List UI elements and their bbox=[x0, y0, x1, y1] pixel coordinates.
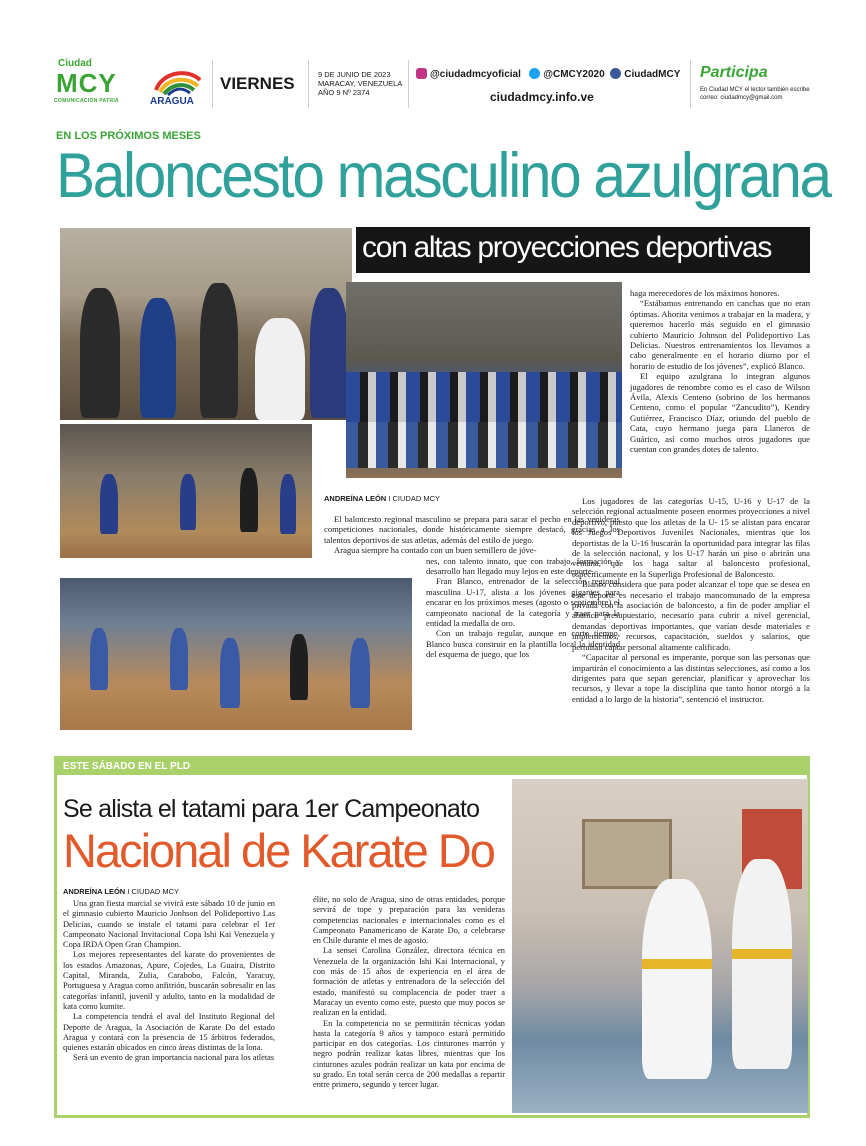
instagram-handle[interactable]: @ciudadmcyoficial bbox=[430, 69, 521, 80]
story1-column-2 bbox=[630, 288, 810, 455]
story2-title-line1: Se alista el tatami para 1er Campeonato bbox=[63, 795, 480, 823]
social-handles bbox=[416, 68, 680, 80]
story1-column-3 bbox=[572, 496, 810, 704]
paragraph: Los jugadores de las categorías U-15, U-16 y U-17 de la selección regional actualmente poseen enormes proyecciones a nivel deportivo, puesto que los atletas de la U- 15 se alistan para encarar los Juegos Deportivos Juveniles Nacionales, mientras que los deportistas de la U-16 buscarán la oportunidad para integrar las filas de la selección nacional, y los U-17 harán un piso o abrirán una ventana, que los haga saltar al baloncesto profesional, específicamente en la Superliga Profesional de Baloncesto. bbox=[572, 496, 810, 579]
paragraph: haga merecedores de los máximos honores. bbox=[630, 288, 780, 298]
issue-line: AÑO 9 Nº 2374 bbox=[318, 88, 370, 97]
story2-kicker-band bbox=[57, 759, 807, 775]
paragraph: Una gran fiesta marcial se vivirá este sábado 10 de junio en el gimnasio cubierto Mauricio Jonhson del Polideportivo Las Delicias, cuando se instale el tatami para celebrar el 1er Campeonato Nacional Invitacional Copa Ishi Kai Venezuela y Copa IRDA Open Gran Champion. bbox=[63, 899, 275, 950]
participa-heading: Participa bbox=[700, 64, 768, 81]
logo-main-text: MCY bbox=[56, 68, 117, 98]
paragraph: nes, con talento innato, que con trabajo, formación y desarrollo han llegado muy lejos en este deporte. bbox=[426, 555, 620, 577]
instagram-icon bbox=[416, 68, 427, 79]
byline-outlet: I CIUDAD MCY bbox=[127, 887, 179, 896]
story1-byline bbox=[324, 494, 440, 503]
aragua-emblem-icon bbox=[148, 66, 208, 96]
ciudad-mcy-logo[interactable] bbox=[52, 56, 130, 110]
story2-column-1 bbox=[63, 899, 275, 1064]
paragraph: Con un trabajo regular, aunque en corto tiempo, Blanco busca construir en la plantilla local la identidad del esquema de juego, que los bbox=[426, 628, 620, 660]
byline-author: ANDREÍNA LEÓN bbox=[63, 887, 126, 896]
paragraph: Los mejores representantes del karate do provenientes de los estados Amazonas, Apure, Cojedes, La Guaira, Distrito Capital, Miranda, Zulia, Carabobo, Falcón, Yaracuy, Portuguesa y Aragua como anfitrión, buscarán sobresalir en las categorías infantil, juvenil y adulto, tanto en la modalidad de kata como kumite. bbox=[63, 950, 275, 1011]
twitter-icon bbox=[529, 68, 540, 79]
twitter-handle[interactable]: @CMCY2020 bbox=[543, 69, 605, 80]
paragraph: élite, no solo de Aragua, sino de otras entidades, porque servirá de tope y preparación para las venideras competencias nacionales e internacionales como es el Campeonato Panamericano de Karate Do, a celebrarse en Chile durante el mes de agosto. bbox=[313, 895, 505, 946]
team-huddle-photo bbox=[60, 228, 352, 420]
header-divider bbox=[212, 60, 213, 108]
karate-kids-photo bbox=[512, 779, 808, 1113]
story2-byline bbox=[63, 887, 179, 896]
edition-date bbox=[318, 70, 402, 97]
story2-box bbox=[54, 756, 810, 1118]
paragraph: “Estábamos entrenando en canchas que no eran óptimas. Ahorita venimos a trabajar en la madera, y queremos hacerlo más seguido en el gimnasio cubierto Mauricio Johnson del Polideportivo Las Delicias. Nuestros entrenamientos los llevamos a cabo generalmente en el horario diurno por el horario de estudio de los jóvenes”, explicó Blanco. bbox=[630, 298, 810, 371]
masthead bbox=[52, 56, 812, 110]
logo-sub-text: COMUNICACIÓN PATRIA bbox=[54, 98, 119, 104]
story2-kicker: ESTE SÁBADO EN EL PLD bbox=[63, 761, 191, 772]
aragua-logo-text: ARAGUA bbox=[150, 96, 194, 107]
story2-column-2 bbox=[313, 895, 505, 1091]
story1-subhead: con altas proyecciones deportivas bbox=[356, 227, 810, 273]
byline-author: ANDREÍNA LEÓN bbox=[324, 494, 387, 503]
paragraph: Fran Blanco, entrenador de la selección regional masculina U-17, alista a los jóvenes gigantes para encarar en los próximos meses (agosto o septiembre) el campeonato nacional de la categoría y traer para la entidad la medalla de oro. bbox=[426, 576, 620, 629]
paragraph: El equipo azulgrana lo integran algunos jugadores de renombre como es el caso de Wilson Ávila, Alexis Centeno (sobrino de los hermanos Centeno, como el popular “Zancudito”), Kendry Gutiérrez, Francisco Díaz, oriundo del pueblo de Cata, cuyo hermano juega para Llaneros de Guárico, así como muchos otros jugadores que cuentan con grandes dotes de talento. bbox=[630, 371, 810, 455]
header-divider bbox=[408, 60, 409, 108]
paragraph: Será un evento de gran importancia nacional para los atletas bbox=[73, 1053, 275, 1063]
weekday: VIERNES bbox=[220, 74, 295, 93]
paragraph: “Capacitar al personal es imperante, porque son las personas que impartirán el conocimiento a las distintas selecciones, así como a los dirigentes para que sepan gerenciar, planificar y aprovechar los recursos, y llevar a tope la disciplina que tanto honor otorgó a la entidad a lo largo de la historia”, sentenció el instructor. bbox=[572, 652, 810, 704]
paragraph: En la competencia no se permitirán técnicas yodan hasta la categoría 9 años y tampoco estará permitido participar en dos categorías. Los cinturones marrón y negro podrán realizar katas libres, mientras que los cinturones azules podrán realizar un kata por encima de su grado. En total serán cerca de 200 medallas a repartir entre primero, segundo y tercer lugar. bbox=[313, 1018, 505, 1090]
story1-headline: Baloncesto masculino azulgrana bbox=[56, 141, 830, 211]
byline-outlet: I CIUDAD MCY bbox=[388, 494, 440, 503]
team-group-photo bbox=[346, 282, 622, 478]
website-url[interactable]: ciudadmcy.info.ve bbox=[490, 90, 594, 104]
practice-court-photo bbox=[60, 424, 312, 558]
aragua-logo bbox=[148, 66, 208, 110]
header-divider bbox=[690, 60, 691, 108]
story2-title-line2: Nacional de Karate Do bbox=[63, 824, 494, 877]
paragraph: La sensei Carolina González, directora técnica en Venezuela de la organización Ishi Kai Internacional, y con más de 15 años de experiencia en el área de formación de atletas y entrenadora de la selección del estado, manifestó su complacencia de poder traer a Maracay un evento como este, puesto que muy pocos se realizan en la entidad. bbox=[313, 946, 505, 1018]
logo-top-text: Ciudad bbox=[58, 58, 92, 69]
participa-note: En Ciudad MCY el lector también escribe correo: ciudadmcy@gmail.com bbox=[700, 87, 810, 101]
paragraph: El baloncesto regional masculino se prepara para sacar el pecho en las venideras competiciones nacionales, donde históricamente siempre destacó, gracias a los talentos deportivos de sus atletas, además del estilo de juego. bbox=[324, 514, 620, 545]
paragraph: La competencia tendrá el aval del Instituto Regional del Deporte de Aragua, la Asociación de Karate Do del estado Aragua y contará con la presencia de 15 árbitros federados, quienes estarán ubicados en cinco áreas distintas de la lona. bbox=[63, 1012, 275, 1053]
location-line: MARACAY, VENEZUELA bbox=[318, 79, 403, 88]
story1-kicker: EN LOS PRÓXIMOS MESES bbox=[56, 130, 201, 142]
facebook-handle[interactable]: CiudadMCY bbox=[624, 69, 681, 80]
date-line: 9 DE JUNIO DE 2023 bbox=[318, 70, 391, 79]
facebook-icon bbox=[610, 68, 621, 79]
paragraph: Blanco considera que para poder alcanzar el tope que se desea en este deporte es necesario el trabajo mancomunado de la empresa privada con la asociación de baloncesto, a fin de poder ampliar el abanico presupuestario, necesario para cubrir a nivel gerencial, demandas deportivas importantes, que varían desde materiales e implementos, recursos, capacitación, sueldos y salarios, que permitan captar personal altamente calificado. bbox=[572, 579, 810, 652]
paragraph: Aragua siempre ha contado con un buen semillero de jóve- bbox=[334, 545, 537, 556]
header-divider bbox=[308, 60, 309, 108]
